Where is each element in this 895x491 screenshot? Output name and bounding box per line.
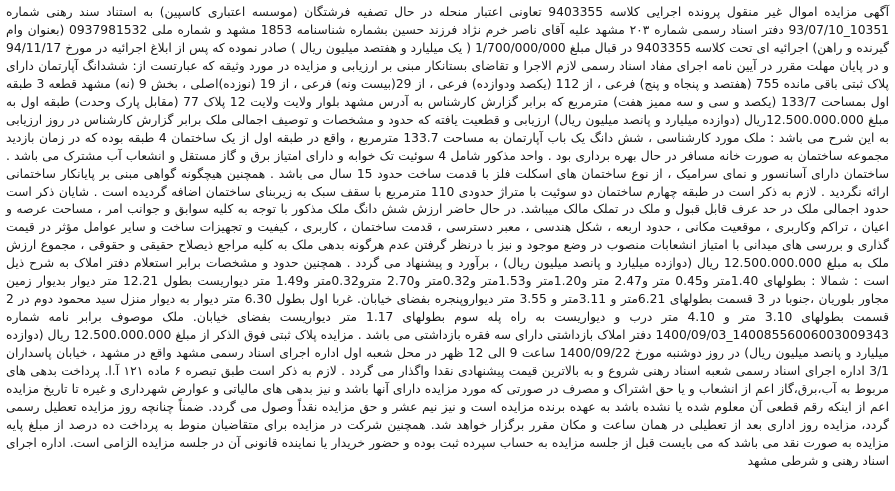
auction-notice-text: آگهی مزایده اموال غیر منقول پرونده اجرایی کلاسه 9403355 تعاونی اعتبار منحله در حال تصفیه فرشتگان (موسسه اعتباری کاسپین) به استناد سند رهنی شماره 10351_93/07/10 دفتر اسناد رسمی شماره ۲۰۳ مشهد علیه آقای ناصر خرم نژاد فرزند حسین بشماره شناسنامه 1853 مشهد و شماره ملی 0937981532 (بعنوان وام گیرنده و راهن) اجرائیه ای تحت کلاسه 9403355 در قبال مبلغ 1/700/000/000 ( یک میلیارد و هفتصد میلیون ریال ) صادر نموده که پس از ابلاغ اجرائیه در مورخ 94/11/17 و در پایان مهلت مقرر در آیین نامه اجرای مفاد اسناد رسمی لازم الاجرا و تقاضای بستانکار مبنی بر ارزیابی و مزایده در مورد وثیقه که عبارتست از: ششدانگ آپارتمان دارای پلاک ثبتی باقی مانده 755 (هفتصد و پنجاه و پنج) فرعی ، از 112 (یکصد ودوازده) فرعی ، از 29(بیست ونه) فرعی ، از 19 (نوزده)اصلی ، بخش 9 (نه) مشهد قطعه 3 طبقه اول بمساحت 133/7 (یکصد و سی و سه ممیز هفت) مترمربع که برابر گزارش کارشناس به آدرس مشهد بلوار ولایت ولایت 12 پلاک 77 (مقابل پارک وحدت) طبقه اول به مبلغ 12.500.000.000ریال (دوازده میلیارد و پانصد میلیون ریال) ارزیابی و قطعیت یافته که حدود و مشخصات و توصیف اجمالی ملک برابر گزارش کارشناس در روز ارزیابی به این شرح می باشد : ملک مورد کارشناسی ، شش دانگ یک باب آپارتمان به مساحت 133.7 مترمربع ، واقع در طبقه اول از یک ساختمان 4 طبقه بوده که در زمان بازدید مجموعه ساختمان به صورت خانه مسافر در حال بهره برداری بود . واحد مذکور شامل 4 سوئیت تک خوابه و دارای امتیاز برق و گاز مستقل و انشعاب آب مشترک می باشد . ساختمان دارای آسانسور و نمای سرامیک ، از نوع ساختمان های اسکلت فلز با قدمت ساخت حدود 15 سال می باشد . همچنین هیچگونه گواهی مبنی بر پایانکار ساختمانی ارائه نگردید . لازم به ذکر است در طبقه چهارم ساختمان دو سوئیت با متراژ حدودی 110 مترمربع با سقف سبک به زیربنای ساختمان اضافه گردیده است . شایان ذکر است حدود اجمالی ملک در حد عرف قابل قبول و ملک در تملک مالک میباشد. در حال حاضر ارزش شش دانگ ملک مذکور با توجه به کلیه سوابق و جوانب امر ، مساحت عرصه و اعیان ، تراکم وکاربری ، موقعیت مکانی ، حدود اربعه ، شکل هندسی ، معبر دسترسی ، قدمت ساختمان ، کاربری ، کیفیت و تجهیزات ساخت و سایر عوامل مؤثر در قیمت گذاری و بررسی های میدانی با امتیاز انشعابات منصوب در وضع موجود و نیز با درنظر گرفتن عدم هرگونه بدهی ملک به کلیه مراجع ذیصلاح حقیقی و حقوقی ، مجموع ارزش ملک به مبلغ 12.500.000.000 ریال (دوازده میلیارد و پانصد میلیون ریال) ، برآورد و پیشنهاد می گردد . همچنین حدود و مشخصات برابر استعلام دفتر املاک به شرح ذیل است : شمالا : بطولهای 1.40متر و0.45 متر و2.47 متر و1.20متر و1.53متر و0.32متر و2.70 مترو0.32متر و1.49 متر دیواریست بطول 12.21 متر دیوار بدیوار زمین مجاور بلوریان ،جنوبا در 3 قسمت بطولهای 6.21متر و 3.11متر و 3.55 متر دیواروپنجره بفضای خیابان. غربا اول بطول 6.30 متر دیوار به دیوار منزل سید محمود دوم در 2 قسمت بطولهای 3.10 متر و 4.10 متر درب و دیواریست به راه پله سوم بطولهای 1.17 متر دیواریست بفضای خیابان. ملک موصوف برابر نامه شماره 14008556006003009343_1400/09/03 دفتر املاک بازداشتی دارای سه فقره بازداشتی می باشد . مزایده پلاک ثبتی فوق الذکر از مبلغ 12.500.000.000 ریال (دوازده میلیارد و پانصد میلیون ریال) در روز دوشنبه مورخ 1400/09/22 ساعت 9 الی 12 ظهر در محل شعبه اول اداره اجرای اسناد رسمی مشهد واقع در مشهد ، خیابان پاسداران 3/1 اداره اجرای اسناد رسمی شعبه اسناد رهنی شروع و به بالاترین قیمت پیشنهادی نقدا واگذار می گردد . لازم به ذکر است طبق تبصره ۶ ماده ۱۲۱ آ.ا. پرداخت بدهی های مربوط به آب،برق،گاز اعم از انشعاب و یا حق اشتراک و مصرف در صورتی که مورد مزایده دارای آنها باشد و نیز بدهی های مالیاتی و عوارض شهرداری و غیره تا تاریخ مزایده اعم از اینکه رقم قطعی آن معلوم شده یا نشده باشد به عهده برنده مزایده است و نیز نیم عشر و حق مزایده نقداً وصول می گردد. ضمناً چنانچه روز مزایده تعطیل رسمی گردد، مزایده روز اداری بعد از تعطیلی در همان ساعت و مکان مقرر برگزار خواهد شد. همچنین شرکت در مزایده برای متقاضیان منوط به پرداخت ده درصد از مبلغ پایه مزایده به صورت نقد می باشد که می بایست قبل از جلسه مزایده به حساب سپرده ثبت بوده و حضور خریدار یا نماینده قانونی آن در جلسه مزایده الزامی است. اداره اجرای اسناد رهنی و شرطی مشهد xyxy=(6,5,890,468)
